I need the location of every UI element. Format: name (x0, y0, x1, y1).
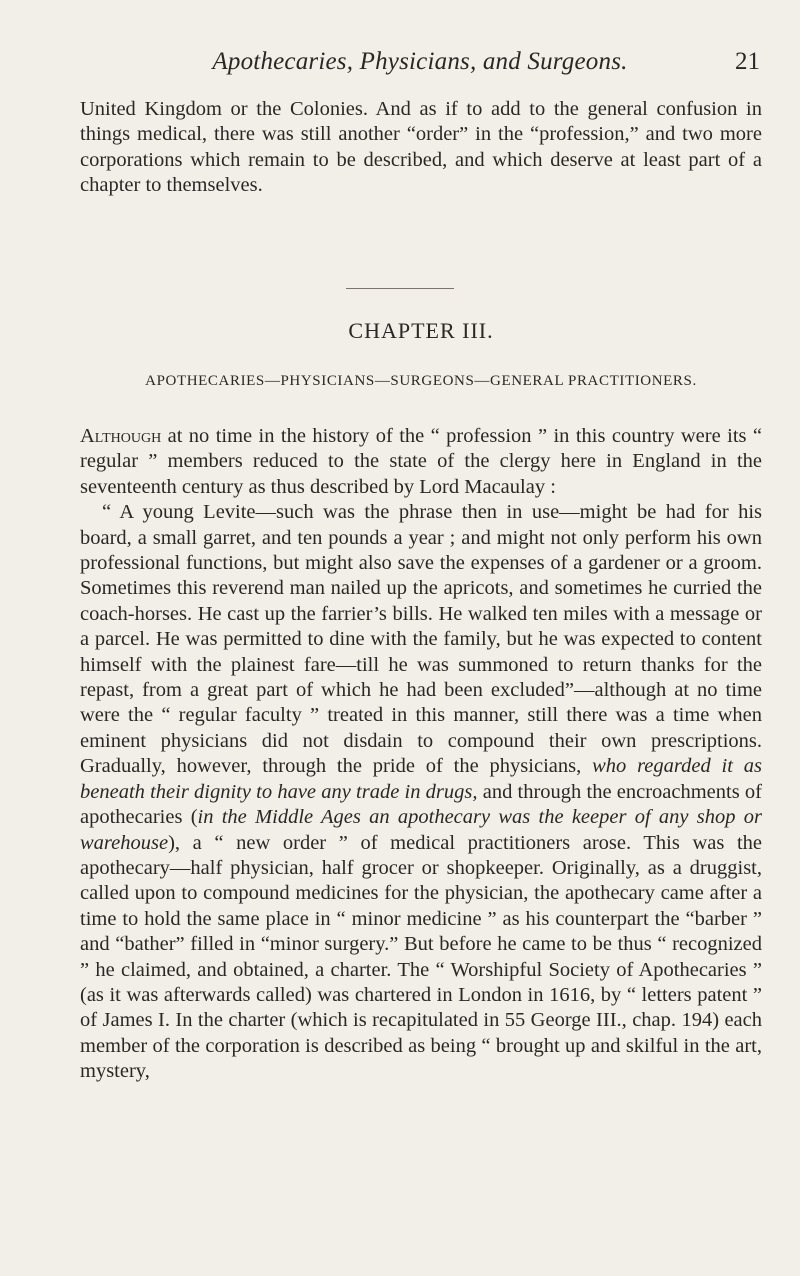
intro-paragraph: United Kingdom or the Colonies. And as if to add to the general confusion in things medical, there was still another “order” in the “profession,” and two more corporations which remain to be described, and which deserve at least part of a chapter to themselves. (80, 98, 762, 197)
body-text-2: “ A young Levite—such was the phrase then in use—might be had for his board, a small garret, and ten pounds a year ; and might not only perform his own professional functions, but might also save the expenses of a gardener or a groom. Sometimes this reverend man nailed up the apricots, and sometimes he curried the coach-horses. He cast up the farrier’s bills. He walked ten miles with a message or a parcel. He was permitted to dine with the family, but he was expected to content himself with the plainest fare—till he was summoned to return thanks for the repast, from a great part of which he had been excluded”—although at no time were the “ regular faculty ” treated in this manner, still there was a time when eminent physicians did not disdain to compound their own prescriptions. Gradually, however, through the pride of the physicians, (80, 501, 762, 778)
body-text-3: and through the encroachments of apothecaries ( (80, 780, 762, 829)
body-italic-1: who regarded it as beneath their dignity to have any trade in drugs, (80, 755, 762, 803)
chapter-subheading: APOTHECARIES—PHYSICIANS—SURGEONS—GENERAL PRACTITIONERS. (145, 373, 697, 389)
chapter-heading: CHAPTER III. (348, 318, 494, 343)
body-text-1: at no time in the history of the “ profession ” in this country were its “ regular ” members reduced to the state of the clergy here in England in the seventeenth century as thus described by Lord Macaulay : (80, 425, 762, 498)
body-text-4: ), a “ new order ” of medical practitioners arose. This was the apothecary—half physician, half grocer or shopkeeper. Originally, as a druggist, called upon to compound medicines for the physician, the apothecary came after a time to hold the same place in “ minor medicine ” as his counterpart the “barber ” and “bather” filled in “minor surgery.” But before he came to be thus “ recognized ” he claimed, and obtained, a charter. The “ Worshipful Society of Apothecaries ” (as it was afterwards called) was chartered in London in 1616, by “ letters patent ” of James I. In the charter (which is recapitulated in 55 George III., chap. 194) each member of the corporation is described as being “ brought up and skilful in the art, mystery, (80, 831, 762, 1083)
running-head (80, 48, 760, 84)
chapter-body (80, 424, 762, 1085)
body-italic-2: in the Middle Ages an apothecary was the keeper of any shop or warehouse (80, 806, 762, 854)
lead-word: Although (80, 425, 162, 447)
page-number: 21 (735, 48, 760, 75)
running-head-title: Apothecaries, Physicians, and Surgeons. (212, 48, 628, 75)
section-divider (346, 288, 454, 289)
